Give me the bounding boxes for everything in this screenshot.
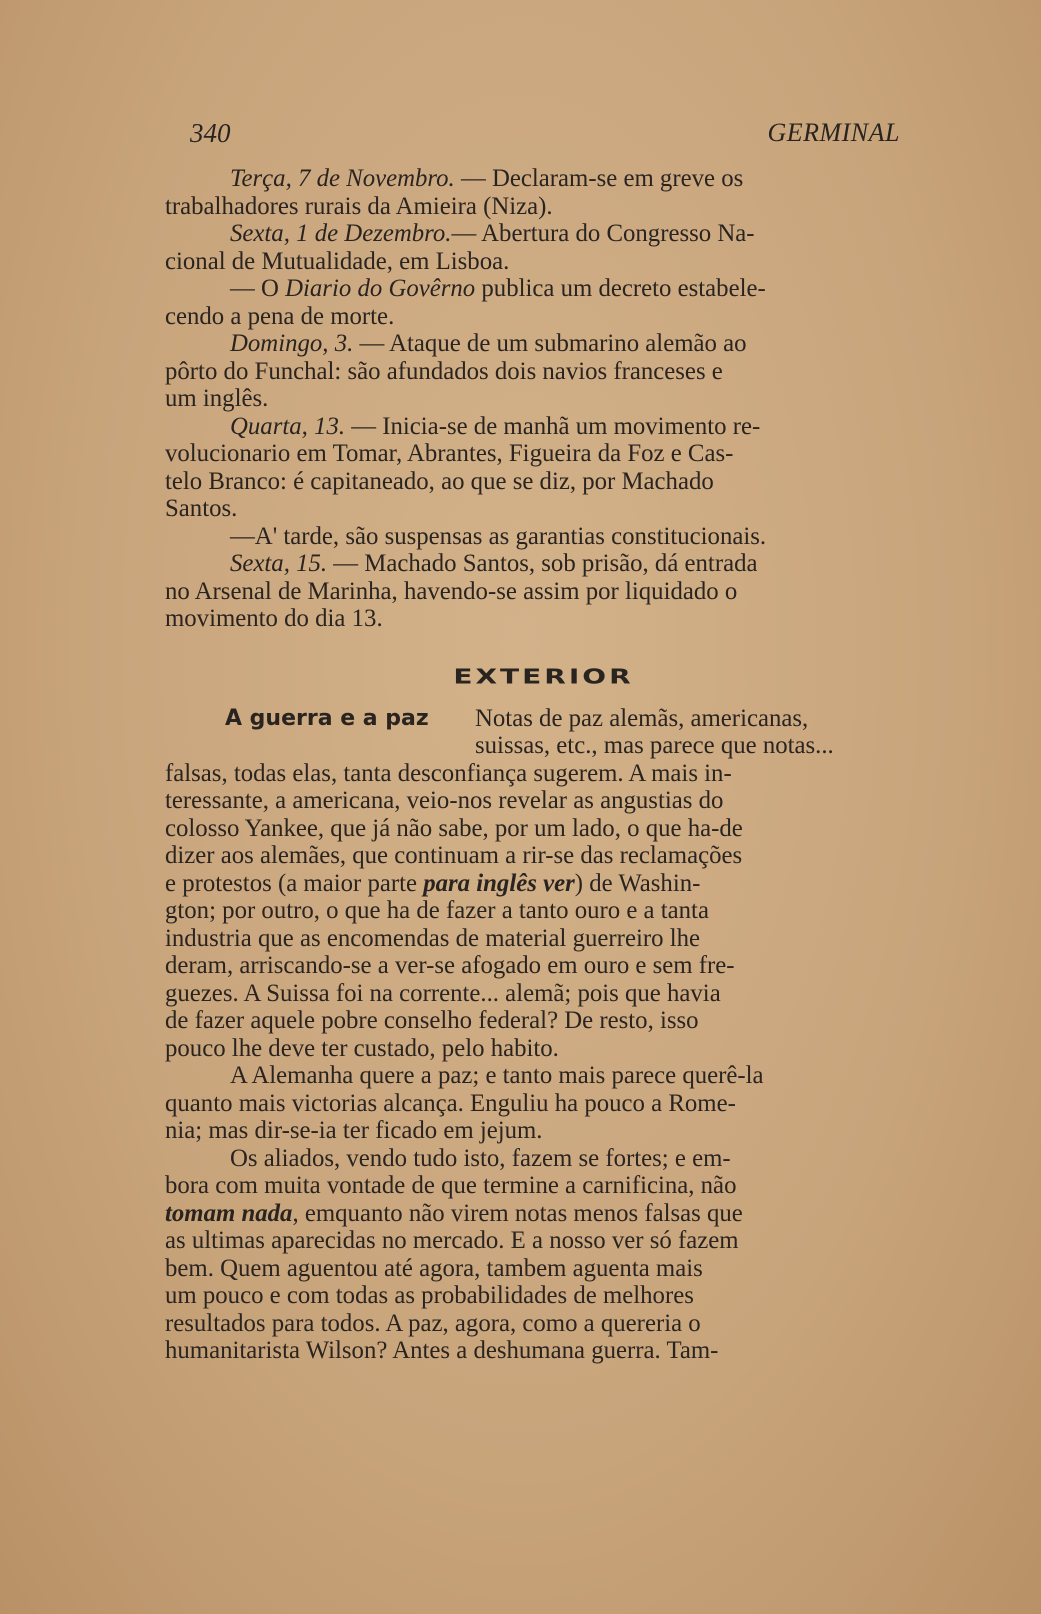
entry-date: Domingo, 3.	[230, 330, 354, 357]
entry-date: Sexta, 1 de Dezembro.	[230, 220, 452, 247]
page-number: 340	[190, 118, 231, 148]
chronicle-entry: — O Diario do Govêrno publica um decreto estabele- cendo a pena de morte.	[165, 275, 766, 330]
article-head	[165, 705, 922, 760]
chronicle-entry: Sexta, 1 de Dezembro.— Abertura do Congresso Na- cional de Mutualidade, em Lisboa.	[165, 220, 755, 275]
chronicle-entry: Quarta, 13. — Inicia-se de manhã um movimento re- volucionario em Tomar, Abrantes, Figueira da Foz e Cas- telo Branco: é capitaneado, ao que se diz, por Machado Santos.	[165, 412, 761, 522]
running-title: GERMINAL	[767, 118, 900, 147]
entry-date: Quarta, 13.	[230, 412, 346, 440]
entry-date: Terça, 7 de Novembro.	[230, 165, 455, 192]
article-title: A guerra e a paz	[225, 705, 429, 731]
page-body	[165, 165, 922, 1365]
chronicle-entry: Sexta, 15. — Machado Santos, sob prisão, dá entrada no Arsenal de Marinha, havendo-se assim por liquidado o movimento do dia 13.	[165, 550, 758, 632]
article-paragraph: Os aliados, vendo tudo isto, fazem se fortes; e em- bora com muita vontade de que termine a carnificina, não tomam nada, emquanto não virem notas menos falsas que as ultimas aparecidas no mercado. E a nosso ver só fazem bem. Quem aguentou até agora, tambem aguenta mais um pouco e com todas as probabilidades de melhores resultados para todos. A paz, agora, como a quereria o humanitarista Wilson? Antes a deshumana guerra. Tam-	[165, 1144, 743, 1364]
section-heading: EXTERIOR	[453, 664, 634, 688]
article-lead: Notas de paz alemãs, americanas, suissas, etc., mas parece que notas...	[475, 704, 834, 759]
article-paragraph: falsas, todas elas, tanta desconfiança sugerem. A mais in- teressante, a americana, veio-nos revelar as angustias do colosso Yankee, que já não sabe, por um lado, o que ha-de dizer aos alemães, que continuam a rir-se das reclamações e protestos (a maior parte para inglês ver) de Washin- gton; por outro, o que ha de fazer a tanto ouro e a tanta industria que as encomendas de material guerreiro lhe deram, arriscando-se a ver-se afogado em ouro e sem fre- guezes. A Suissa foi na corrente... alemã; pois que havia de fazer aquele pobre conselho federal? De resto, isso pouco lhe deve ter custado, pelo habito.	[165, 759, 743, 1062]
page-header	[190, 118, 902, 158]
chronicle-entry: Domingo, 3. — Ataque de um submarino alemão ao pôrto do Funchal: são afundados dois navios franceses e um inglês.	[165, 330, 747, 412]
chronicle-entry: —A' tarde, são suspensas as garantias constitucionais.	[230, 522, 767, 550]
chronicle-entry: Terça, 7 de Novembro. — Declaram-se em greve os trabalhadores rurais da Amieira (Niza).	[165, 165, 744, 220]
entry-date: Sexta, 15.	[230, 550, 328, 577]
article-paragraph: A Alemanha quere a paz; e tanto mais parece querê-la quanto mais victorias alcança. Enguliu ha pouco a Rome- nia; mas dir-se-ia ter ficado em jejum.	[165, 1062, 764, 1144]
